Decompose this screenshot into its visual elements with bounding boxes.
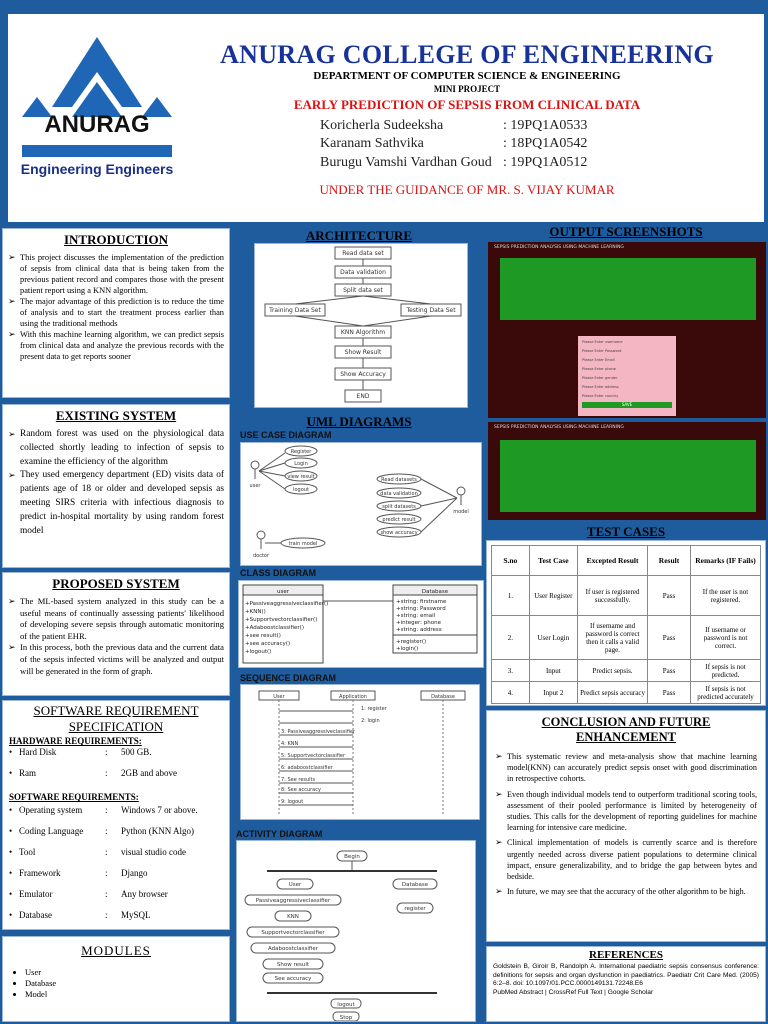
activity-node: Supportvectorclassifier [261,930,325,936]
table-cell: Pass [648,682,691,704]
architecture-diagram [255,244,468,408]
col-header: Test Case [529,546,577,576]
sw-key: • Coding Language [9,825,105,837]
table-cell: User Register [529,576,577,616]
proposed-panel [2,572,230,696]
tests-panel [486,540,766,706]
student-name: Burugu Vamshi Vardhan Goud [320,155,492,170]
reference-text: Goldstein B, Giroir B, Randolph A. International paediatric sepsis consensus conference: definitions for sepsis and organ dysfunction in paediatrics. Paediatr Crit Care Med. (2005) 6:2–8. doi: 10.1097/01.PCC.0000149131.72248.E6 [493,963,759,988]
activity-node: Begin [344,854,360,860]
table-cell: If sepsis is not predicted. [691,660,761,682]
class-attr: +string: Password [396,606,446,612]
class-panel [238,580,484,668]
sw-list [9,804,223,930]
table-cell: Input [529,660,577,682]
sw-val: Django [121,868,148,878]
sw-key: • Framework [9,867,105,879]
table-cell: If username or password is not correct. [691,616,761,660]
table-cell: Predict sepsis. [578,660,648,682]
actor-label: doctor [252,553,270,559]
activity-node: See accuracy [274,976,312,982]
hw-key: • Ram [9,767,105,779]
sw-key: • Emulator [9,888,105,900]
class-attr: +string: email [396,613,436,619]
use-case: logout [293,487,309,493]
use-case-diagram [241,443,482,566]
col-header: Result [648,546,691,576]
table-row [492,616,761,660]
use-case: show accuracy [380,530,418,536]
form-field: Please Enter username [582,340,623,344]
sw-row: • Operating system : Windows 7 or above. [9,804,223,825]
activity-node: Stop [339,1015,353,1021]
table-cell: 2. [492,616,530,660]
seq-message: 1: register [361,706,387,712]
col-header: Remarks (IF Fails) [691,546,761,576]
class-method: +register() [396,639,427,645]
activity-node: Passiveaggressiveclassifier [255,898,331,904]
sw-val: Any browser [121,889,168,899]
screenshot-app-title: SEPSIS PREDICTION ANALYSIS USING MACHINE LEARNING [494,245,624,250]
logo-tagline: Engineering Engineers [20,161,174,177]
actor-label: user [249,483,261,489]
list-item: • Database [25,978,219,989]
sw-row: • Emulator : Any browser [9,888,223,909]
table-row [492,682,761,704]
list-item: ➢ Even though individual models tend to outperform traditional scoring tools, assessment of their pooled performance is limited by heterogeneity of studies. This calls for the development of reporting guidelines for machine learning for intensive care medicine. [495,789,757,834]
existing-panel [2,404,230,568]
srs-title: SOFTWARE REQUIREMENT SPECIFICATION [33,703,199,734]
table-cell: Pass [648,616,691,660]
existing-list [8,428,224,538]
table-cell: If sepsis is not predicted accurately [691,682,761,704]
arch-node: Testing Data Set [406,307,456,314]
activity-node: Show result [276,962,310,968]
arch-node: Read data set [342,250,384,257]
seq-message: 6: adaboostclassifier [281,765,333,771]
activity-node: User [288,882,302,888]
class-method: +login() [396,646,419,652]
class-attr: +string: address [396,627,442,633]
use-case: Register [290,449,312,455]
sw-key: • Operating system [9,804,105,816]
activity-node: logout [337,1002,355,1008]
conclusion-panel [486,710,766,942]
table-cell: Input 2 [529,682,577,704]
hw-val: 2GB and above [121,768,177,778]
table-cell: 4. [492,682,530,704]
class-name: user [277,589,289,595]
sequence-label: SEQUENCE DIAGRAM [240,673,337,683]
student-roll: : 19PQ1A0512 [503,155,588,170]
class-attr: +string: firstname [396,599,447,605]
hw-val: 500 GB. [121,747,152,757]
department: DEPARTMENT OF COMPUTER SCIENCE & ENGINEERING [313,70,621,82]
table-cell: 3. [492,660,530,682]
seq-message: 2: login [361,718,380,724]
sequence-panel [240,684,480,820]
lifeline: Database [431,694,455,700]
screenshot-app-title: SEPSIS PREDICTION ANALYSIS USING MACHINE LEARNING [494,425,624,430]
activity-label: ACTIVITY DIAGRAM [236,829,323,839]
hw-title: HARDWARE REQUIREMENTS: [9,736,142,746]
activity-node: KNN [287,914,299,920]
sequence-diagram [241,685,480,820]
arch-node: Training Data Set [269,307,321,314]
list-item: ➢ The major advantage of this prediction is to reduce the time of analysis and to start the treatment process earlier than using the traditional methods [8,296,224,329]
arch-node: Show Result [344,349,382,356]
seq-message: 5: Supportvectorclassifier [281,753,346,759]
student-roll: : 19PQ1A0533 [503,118,588,133]
reference-links[interactable]: PubMed Abstract | CrossRef Full Text | Google Scholar [493,988,654,996]
output-title: OUTPUT SCREENSHOTS [549,224,703,239]
form-field: Please Enter Email [582,358,615,362]
college-logo [17,27,177,207]
activity-node: Database [401,882,429,888]
class-method: +see result() [245,633,281,639]
use-case: predict result [382,517,416,523]
introduction-list [8,252,224,362]
list-item: • User [25,967,219,978]
test-table [491,545,761,704]
class-method: +Adaboostclassifier() [245,625,304,631]
proposed-title: PROPOSED SYSTEM [52,576,180,591]
register-form [578,336,676,416]
col-header: Excepted Result [578,546,648,576]
seq-message: 7: See results [281,777,316,783]
sw-key: • Tool [9,846,105,858]
conclusion-list [495,751,757,897]
architecture-title: ARCHITECTURE [305,228,413,243]
class-method: +logout() [245,649,272,655]
guide-line: UNDER THE GUIDANCE OF MR. S. VIJAY KUMAR [319,182,615,197]
class-name: Database [421,589,449,595]
seq-message: 4: KNN [281,741,299,747]
conclusion-title: CONCLUSION AND FUTURE ENHANCEMENT [541,715,711,744]
use-case: view result [287,474,315,480]
sw-val: MySQL [121,910,151,920]
table-cell: Pass [648,660,691,682]
seq-message: 9: logout [281,799,304,805]
references-panel [486,946,766,1022]
activity-node: register [404,906,426,912]
proposed-list [8,596,224,677]
list-item: ➢ In this process, both the previous data and the current data of the sepsis infected victims will be analyzed and output will be generated in the form of graph. [8,642,224,677]
modules-title: MODULES [81,943,151,958]
use-case: train model [288,541,318,547]
activity-panel [236,840,476,1022]
logo-text: ANURAG [44,111,150,138]
sw-val: visual studio code [121,847,186,857]
activity-node: Adaboostclassifier [267,946,319,952]
architecture-panel [254,243,468,408]
screenshot-banner [500,440,756,512]
table-cell: If the user is not registered. [691,576,761,616]
table-row [492,660,761,682]
arch-node: Show Accuracy [340,371,386,378]
list-item: ➢ Random forest was used on the physiological data collected shortly leading to infection of sepsis to examine the efficiency of the algorithm [8,428,224,469]
list-item: ➢ The ML-based system analyzed in this study can be a useful means of continually assessing patients' likelihood of developing severe sepsis through automatic monitoring of the patient EHR. [8,596,224,642]
sw-row: • Database : MySQL [9,909,223,930]
seq-message: 8: See accuracy [281,787,321,793]
list-item: ➢ In future, we may see that the accuracy of the other algorithm to be high. [495,886,757,897]
lifeline: Application [339,694,367,700]
sw-val: Python (KNN Algo) [121,826,195,836]
college-name: ANURAG COLLEGE OF ENGINEERING [220,40,714,69]
seq-message: 3: Passiveaggressiveclassifier [281,729,356,735]
sw-row: • Framework : Django [9,867,223,888]
col-header: S.no [492,546,530,576]
form-field: Please Enter address [582,385,619,389]
activity-diagram [237,841,476,1022]
hw-key: • Hard Disk [9,746,105,758]
student-name: Karanam Sathvika [320,136,424,151]
modules-panel [2,936,230,1022]
list-item: ➢ Clinical implementation of models is currently scarce and is therefore urgently needed across diverse patient populations to determine clinical impact, ensure generalizability, and to bridge the gap between bytes and bedside. [495,837,757,882]
references-title: REFERENCES [589,949,663,961]
sw-title: SOFTWARE REQUIREMENTS: [9,792,139,802]
tests-title: TEST CASES [586,524,666,539]
introduction-title: INTRODUCTION [63,232,168,247]
actor-label: model [453,509,469,515]
class-attr: +integer: phone [396,620,442,626]
screenshot-2 [488,422,766,520]
screenshot-1 [488,242,766,418]
use-case: Login [294,461,308,467]
hw-list [9,746,223,788]
table-cell: Predict sepsis accuracy [578,682,648,704]
arch-node: KNN Algorithm [340,329,386,336]
sw-row: • Tool : visual studio code [9,846,223,867]
screenshot-banner [500,258,756,320]
sw-key: • Database [9,909,105,921]
use-case: data validation [380,491,418,497]
list-item: ➢ They used emergency department (ED) visits data of patients age of 18 or older and developed sepsis as meeting SIRS criteria with infectious diagnosis to predict in-hospital mortality by using random forest model [8,469,224,538]
form-field: Please Enter country [582,394,619,398]
srs-panel [2,700,230,930]
introduction-panel [2,228,230,398]
existing-title: EXISTING SYSTEM [55,408,177,423]
modules-list [13,967,219,1000]
class-method: +Supportvectorclassifier() [245,617,318,623]
sw-val: Windows 7 or above. [121,805,198,815]
use-case-label: USE CASE DIAGRAM [240,430,332,440]
lifeline: User [273,694,285,700]
table-cell: If user is registered successfully. [578,576,648,616]
use-case: split datasets [382,504,416,510]
list-item: • Model [25,989,219,1000]
table-cell: If username and password is correct then it calls a valid page. [578,616,648,660]
arch-node: Data validation [340,269,386,276]
hw-row: • Ram : 2GB and above [9,767,223,788]
use-case: Read datasets [381,477,417,483]
form-field: Please Enter Password [582,349,622,353]
class-label: CLASS DIAGRAM [240,568,316,578]
table-cell: Pass [648,576,691,616]
table-cell: User Login [529,616,577,660]
class-method: +see accuracy() [245,641,291,647]
mini-project: MINI PROJECT [433,84,501,94]
hw-row: • Hard Disk : 500 GB. [9,746,223,767]
class-method: +Passiveaggressiveclassifier() [245,601,329,607]
sw-row: • Coding Language : Python (KNN Algo) [9,825,223,846]
list-item: ➢ This systematic review and meta-analysis show that machine learning model(KNN) can accurately predict sepsis onset with good discrimination in retrospective cohorts. [495,751,757,785]
table-row [492,576,761,616]
table-cell: 1. [492,576,530,616]
use-case-panel [240,442,482,566]
student-name: Koricherla Sudeeksha [320,118,444,133]
class-method: +KNN() [245,609,266,615]
form-field: Please Enter phone [582,367,616,371]
arch-node: Split data set [343,287,383,294]
class-diagram [239,581,484,668]
table-header-row [492,546,761,576]
uml-title: UML DIAGRAMS [306,414,412,429]
list-item: ➢ With this machine learning algorithm, we can predict sepsis from clinical data and analyze the previous records with the present data to get reports sooner [8,329,224,362]
register-button[interactable]: SAVE [582,402,672,408]
list-item: ➢ This project discusses the implementation of the prediction of sepsis from clinical data that is being taken from the previous patient record and compares those with the present patient report using a KNN algorithm. [8,252,224,296]
arch-node: END [356,393,370,400]
form-field: Please Enter gender [582,376,618,380]
project-title: EARLY PREDICTION OF SEPSIS FROM CLINICAL DATA [293,97,641,112]
student-roll: : 18PQ1A0542 [503,136,588,151]
